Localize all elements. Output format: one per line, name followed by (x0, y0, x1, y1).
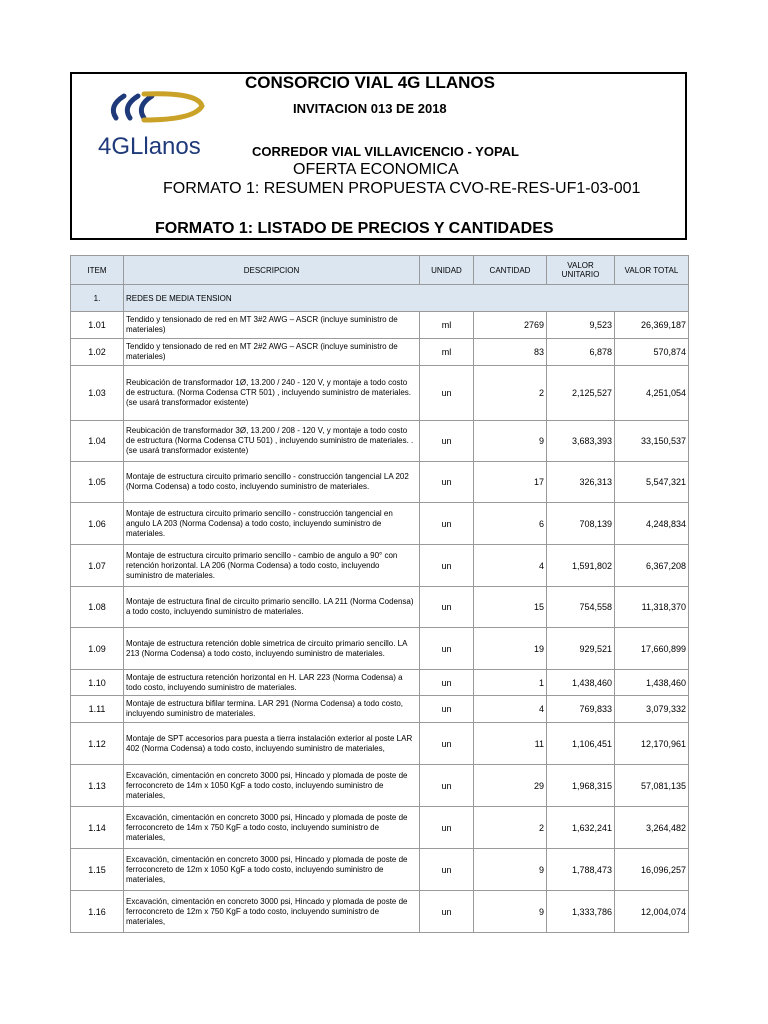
description-cell: Montaje de estructura bifilar termina. LAR 291 (Norma Codensa) a todo costo, incluyendo suministro de materiales. (124, 696, 420, 723)
description-cell: Reubicación de transformador 3Ø, 13.200 / 208 - 120 V, y montaje a todo costo de estructura (Norma Codensa CTU 501) , incluyendo suministro de materiales. . (se usará transformador existente) (124, 421, 420, 462)
column-header-description: DESCRIPCION (124, 256, 420, 285)
table-row (71, 891, 689, 933)
column-header-total-value: VALOR TOTAL (615, 256, 689, 285)
logo-text: 4GLlanos (98, 133, 201, 160)
total-value-cell: 17,660,899 (615, 628, 689, 670)
total-value-cell: 33,150,537 (615, 421, 689, 462)
unit-value-cell: 1,438,460 (547, 670, 615, 696)
unit-cell: un (420, 765, 474, 807)
description-cell: Tendido y tensionado de red en MT 2#2 AWG – ASCR (incluye suministro de materiales) (124, 339, 420, 366)
table-row (71, 849, 689, 891)
table-row (71, 462, 689, 503)
section-label: REDES DE MEDIA TENSION (124, 285, 689, 312)
unit-cell: un (420, 628, 474, 670)
unit-value-cell: 1,333,786 (547, 891, 615, 933)
total-value-cell: 11,318,370 (615, 587, 689, 628)
quantity-cell: 17 (474, 462, 547, 503)
corridor-label: CORREDOR VIAL VILLAVICENCIO - YOPAL (252, 144, 520, 159)
description-cell: Excavación, cimentación en concreto 3000 psi, Hincado y plomada de poste de ferroconcreto de 14m x 750 KgF a todo costo, incluyendo suministro de materiales, (124, 807, 420, 849)
quantity-cell: 9 (474, 849, 547, 891)
unit-value-cell: 929,521 (547, 628, 615, 670)
item-cell: 1.09 (71, 628, 124, 670)
unit-cell: un (420, 503, 474, 545)
table-row (71, 807, 689, 849)
unit-value-cell: 754,558 (547, 587, 615, 628)
item-cell: 1.02 (71, 339, 124, 366)
unit-value-cell: 9,523 (547, 312, 615, 339)
item-cell: 1.10 (71, 670, 124, 696)
price-table (70, 255, 689, 933)
column-header-unit-value: VALOR UNITARIO (547, 256, 615, 285)
total-value-cell: 16,096,257 (615, 849, 689, 891)
quantity-cell: 9 (474, 891, 547, 933)
item-cell: 1.06 (71, 503, 124, 545)
format-label: FORMATO 1: RESUMEN PROPUESTA CVO-RE-RES-UF1-03-001 (163, 180, 641, 197)
unit-cell: un (420, 421, 474, 462)
description-cell: Montaje de estructura circuito primario sencillo - construcción tangencial en angulo LA 203 (Norma Codensa) a todo costo, incluyendo suministro de materiales. (124, 503, 420, 545)
unit-cell: un (420, 587, 474, 628)
unit-value-cell: 326,313 (547, 462, 615, 503)
table-row (71, 503, 689, 545)
quantity-cell: 29 (474, 765, 547, 807)
item-cell: 1.05 (71, 462, 124, 503)
unit-value-cell: 2,125,527 (547, 366, 615, 421)
unit-value-cell: 708,139 (547, 503, 615, 545)
table-row (71, 723, 689, 765)
company-title: CONSORCIO VIAL 4G LLANOS (245, 73, 495, 92)
total-value-cell: 4,248,834 (615, 503, 689, 545)
total-value-cell: 5,547,321 (615, 462, 689, 503)
table-row (71, 421, 689, 462)
unit-value-cell: 1,788,473 (547, 849, 615, 891)
item-cell: 1.12 (71, 723, 124, 765)
total-value-cell: 570,874 (615, 339, 689, 366)
column-header-quantity: CANTIDAD (474, 256, 547, 285)
unit-value-cell: 6,878 (547, 339, 615, 366)
description-cell: Reubicación de transformador 1Ø, 13.200 / 240 - 120 V, y montaje a todo costo de estructura. (Norma Codensa CTR 501) , incluyendo suministro de materiales. (se usará transformador existente) (124, 366, 420, 421)
item-cell: 1.01 (71, 312, 124, 339)
description-cell: Excavación, cimentación en concreto 3000 psi, Hincado y plomada de poste de ferroconcreto de 12m x 750 KgF a todo costo, incluyendo suministro de materiales, (124, 891, 420, 933)
description-cell: Montaje de estructura circuito primario sencillo - construcción tangencial LA 202 (Norma Codensa) a todo costo, incluyendo suministro de materiales. (124, 462, 420, 503)
unit-cell: ml (420, 339, 474, 366)
unit-cell: un (420, 891, 474, 933)
total-value-cell: 3,264,482 (615, 807, 689, 849)
quantity-cell: 2 (474, 366, 547, 421)
section-item: 1. (71, 285, 124, 312)
table-row (71, 366, 689, 421)
description-cell: Excavación, cimentación en concreto 3000 psi, Hincado y plomada de poste de ferroconcreto de 14m x 1050 KgF a todo costo, incluyendo suministro de materiales, (124, 765, 420, 807)
total-value-cell: 1,438,460 (615, 670, 689, 696)
quantity-cell: 2769 (474, 312, 547, 339)
table-row (71, 696, 689, 723)
description-cell: Montaje de estructura circuito primario sencillo - cambio de angulo a 90° con retención horizontal. LA 206 (Norma Codensa) a todo costo, incluyendo suministro de materiales. (124, 545, 420, 587)
total-value-cell: 6,367,208 (615, 545, 689, 587)
quantity-cell: 9 (474, 421, 547, 462)
unit-value-cell: 769,833 (547, 696, 615, 723)
total-value-cell: 12,170,961 (615, 723, 689, 765)
unit-value-cell: 1,591,802 (547, 545, 615, 587)
item-cell: 1.07 (71, 545, 124, 587)
description-cell: Excavación, cimentación en concreto 3000 psi, Hincado y plomada de poste de ferroconcreto de 12m x 1050 KgF a todo costo, incluyendo suministro de materiales, (124, 849, 420, 891)
total-value-cell: 26,369,187 (615, 312, 689, 339)
unit-cell: un (420, 807, 474, 849)
table-row (71, 765, 689, 807)
quantity-cell: 4 (474, 545, 547, 587)
table-row (71, 545, 689, 587)
unit-value-cell: 1,106,451 (547, 723, 615, 765)
item-cell: 1.16 (71, 891, 124, 933)
total-value-cell: 12,004,074 (615, 891, 689, 933)
unit-cell: un (420, 696, 474, 723)
unit-value-cell: 1,632,241 (547, 807, 615, 849)
table-row (71, 628, 689, 670)
total-value-cell: 4,251,054 (615, 366, 689, 421)
quantity-cell: 2 (474, 807, 547, 849)
item-cell: 1.11 (71, 696, 124, 723)
unit-cell: un (420, 723, 474, 765)
item-cell: 1.14 (71, 807, 124, 849)
listing-title: FORMATO 1: LISTADO DE PRECIOS Y CANTIDADES (155, 220, 554, 237)
description-cell: Montaje de estructura final de circuito primario sencillo. LA 211 (Norma Codensa) a todo costo, incluyendo suministro de materiales. (124, 587, 420, 628)
quantity-cell: 4 (474, 696, 547, 723)
item-cell: 1.08 (71, 587, 124, 628)
item-cell: 1.15 (71, 849, 124, 891)
unit-cell: ml (420, 312, 474, 339)
table-header-row (71, 256, 689, 285)
description-cell: Montaje de estructura retención horizontal en H. LAR 223 (Norma Codensa) a todo costo, incluyendo suministro de materiales. (124, 670, 420, 696)
unit-cell: un (420, 366, 474, 421)
total-value-cell: 3,079,332 (615, 696, 689, 723)
description-cell: Tendido y tensionado de red en MT 3#2 AWG – ASCR (incluye suministro de materiales) (124, 312, 420, 339)
unit-value-cell: 3,683,393 (547, 421, 615, 462)
quantity-cell: 83 (474, 339, 547, 366)
table-row (71, 339, 689, 366)
item-cell: 1.04 (71, 421, 124, 462)
quantity-cell: 11 (474, 723, 547, 765)
unit-value-cell: 1,968,315 (547, 765, 615, 807)
company-logo (94, 90, 212, 162)
item-cell: 1.13 (71, 765, 124, 807)
unit-cell: un (420, 462, 474, 503)
item-cell: 1.03 (71, 366, 124, 421)
unit-cell: un (420, 545, 474, 587)
quantity-cell: 1 (474, 670, 547, 696)
offer-label: OFERTA ECONOMICA (293, 161, 459, 178)
quantity-cell: 19 (474, 628, 547, 670)
quantity-cell: 6 (474, 503, 547, 545)
unit-cell: un (420, 849, 474, 891)
total-value-cell: 57,081,135 (615, 765, 689, 807)
unit-cell: un (420, 670, 474, 696)
column-header-unit: UNIDAD (420, 256, 474, 285)
column-header-item: ITEM (71, 256, 124, 285)
description-cell: Montaje de SPT accesorios para puesta a tierra instalación exterior al poste LAR 402 (Norma Codensa) a todo costo, incluyendo suministro de materiales, (124, 723, 420, 765)
section-row (71, 285, 689, 312)
table-row (71, 312, 689, 339)
table-row (71, 670, 689, 696)
table-row (71, 587, 689, 628)
invitation-label: INVITACION 013 DE 2018 (293, 101, 447, 116)
description-cell: Montaje de estructura retención doble simetrica de circuito primario sencillo. LA 213 (Norma Codensa) a todo costo, incluyendo suministro de materiales. (124, 628, 420, 670)
quantity-cell: 15 (474, 587, 547, 628)
